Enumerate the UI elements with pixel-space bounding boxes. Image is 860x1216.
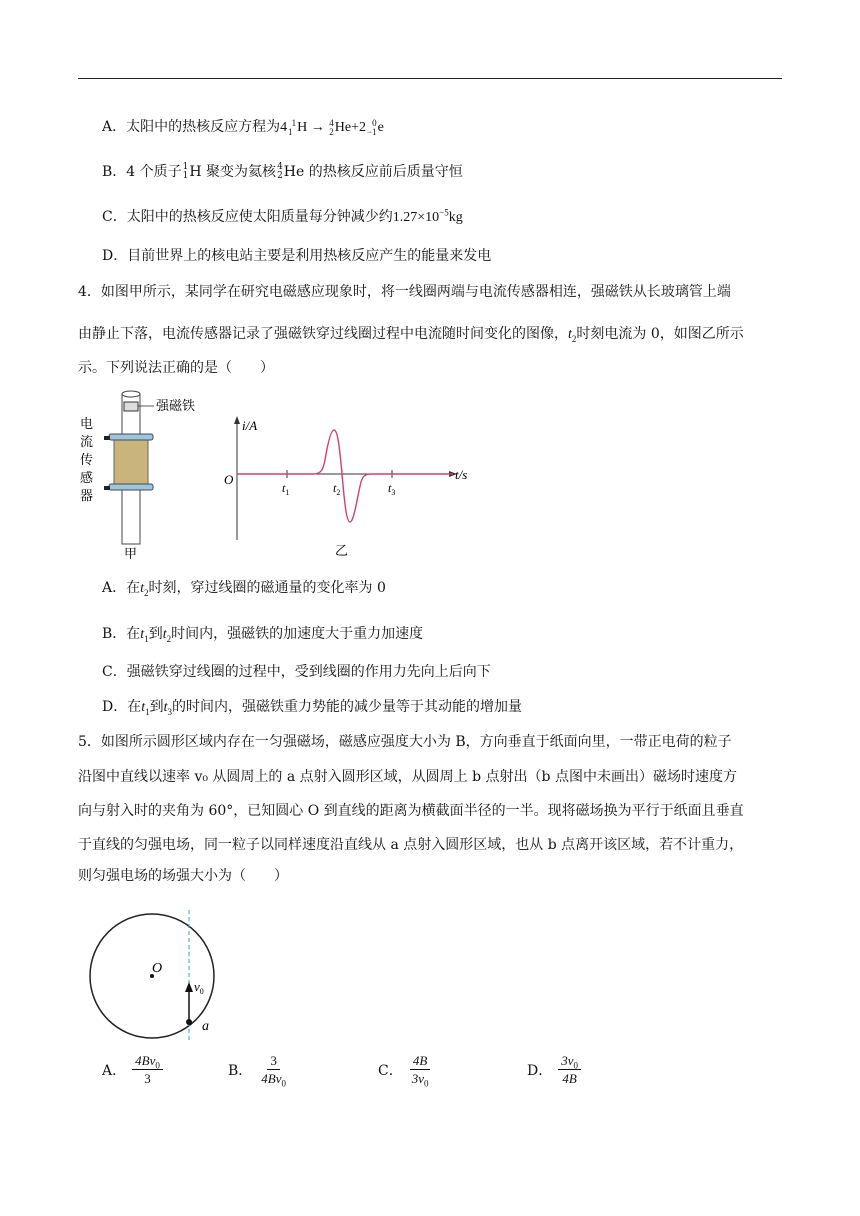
q5-choice-a: A． $\frac{4Bv_0}{3}$ [102, 1052, 163, 1087]
point-a-label: a [202, 1019, 209, 1034]
q5-stem-line3: 向与射入时的夹角为 60°，已知圆心 O 到直线的距离为横截面半径的一半。现将磁场换为平行于纸面且垂直 [78, 803, 744, 819]
q5-choice-d: D． $\frac{3v_0}{4B}$ [527, 1052, 581, 1087]
q4-option-d: D．在$t_1$到$t_3$的时间内，强磁铁重力势能的减少量等于其动能的增加量 [102, 699, 523, 717]
sensor-label-4: 感 [80, 470, 94, 485]
q4-stem-line2: 由静止下落，电流传感器记录了强磁铁穿过线圈过程中电流随时间变化的图像，$t_2$时刻电流为 0，如图乙所示 [78, 326, 744, 344]
q3-option-a: A．太阳中的热核反应方程为4 1 1 H → 4 2 He+2 0 −1 e [102, 117, 384, 137]
q5-choice-c: C． $\frac{4B}{3v_0}$ [378, 1053, 429, 1089]
q3-option-d: D．目前世界上的核电站主要是利用热核反应产生的能量来发电 [102, 248, 492, 264]
q5-choice-b: B． $\frac{3}{4Bv_0}$ [228, 1053, 287, 1089]
q4-option-a: A．在$t_2$时刻，穿过线圈的磁通量的变化率为 0 [102, 580, 386, 598]
q5-stem-line5: 则匀强电场的场强大小为（ ） [78, 868, 288, 884]
sensor-label-3: 传 [80, 452, 94, 467]
tick-t2: $t_2$ [333, 481, 341, 497]
q5-stem-line2: 沿图中直线以速率 v₀ 从圆周上的 a 点射入圆形区域，从圆周上 b 点射出（b 点图中未画出）磁场时速度方 [78, 769, 737, 785]
magnet [124, 402, 138, 411]
magnet-label: 强磁铁 [156, 398, 196, 413]
tick-t3: $t_3$ [388, 481, 396, 497]
sensor-label-1: 电 [80, 416, 94, 431]
figure-circle [84, 906, 234, 1044]
q4-option-b: B．在$t_1$到$t_2$时间内，强磁铁的加速度大于重力加速度 [102, 626, 424, 644]
q4-option-c: C．强磁铁穿过线圈的过程中，受到线圈的作用力先向上后向下 [102, 664, 491, 680]
figure-yi [215, 412, 485, 562]
sensor-label-5: 器 [80, 488, 94, 503]
current-curve [237, 430, 453, 522]
figure-yi-caption: 乙 [335, 543, 349, 558]
origin-label: O [224, 472, 234, 487]
q4-stem-line1: 4．如图甲所示，某同学在研究电磁感应现象时，将一线圈两端与电流传感器相连，强磁铁从长玻璃管上端 [78, 284, 731, 300]
x-axis-label: t/s [455, 467, 468, 482]
q4-stem-line3: 示。下列说法正确的是（ ） [78, 360, 274, 376]
figure-jia [76, 388, 206, 563]
velocity-label: $v_0$ [194, 979, 204, 996]
sensor-label-2: 流 [80, 434, 94, 449]
y-axis-label: i/A [242, 418, 258, 433]
q3-option-c: C．太阳中的热核反应使太阳质量每分钟减少约$1.27\times 10^{-5}kg$ [102, 207, 463, 225]
header-rule [78, 78, 782, 79]
coil [114, 438, 148, 486]
q3-option-b: B．4 个质子 1 1 H 聚变为氦核 4 2 He 的热核反应前后质量守恒 [102, 162, 463, 181]
q5-stem-line4: 于直线的匀强电场，同一粒子以同样速度沿直线从 a 点射入圆形区域，也从 b 点离开该区域，若不计重力， [78, 837, 744, 853]
tick-t1: $t_1$ [282, 481, 290, 497]
q5-stem-line1: 5．如图所示圆形区域内存在一匀强磁场，磁感应强度大小为 B，方向垂直于纸面向里，一带正电荷的粒子 [78, 734, 732, 750]
figure-jia-caption: 甲 [124, 546, 138, 561]
center-label: O [152, 961, 163, 976]
